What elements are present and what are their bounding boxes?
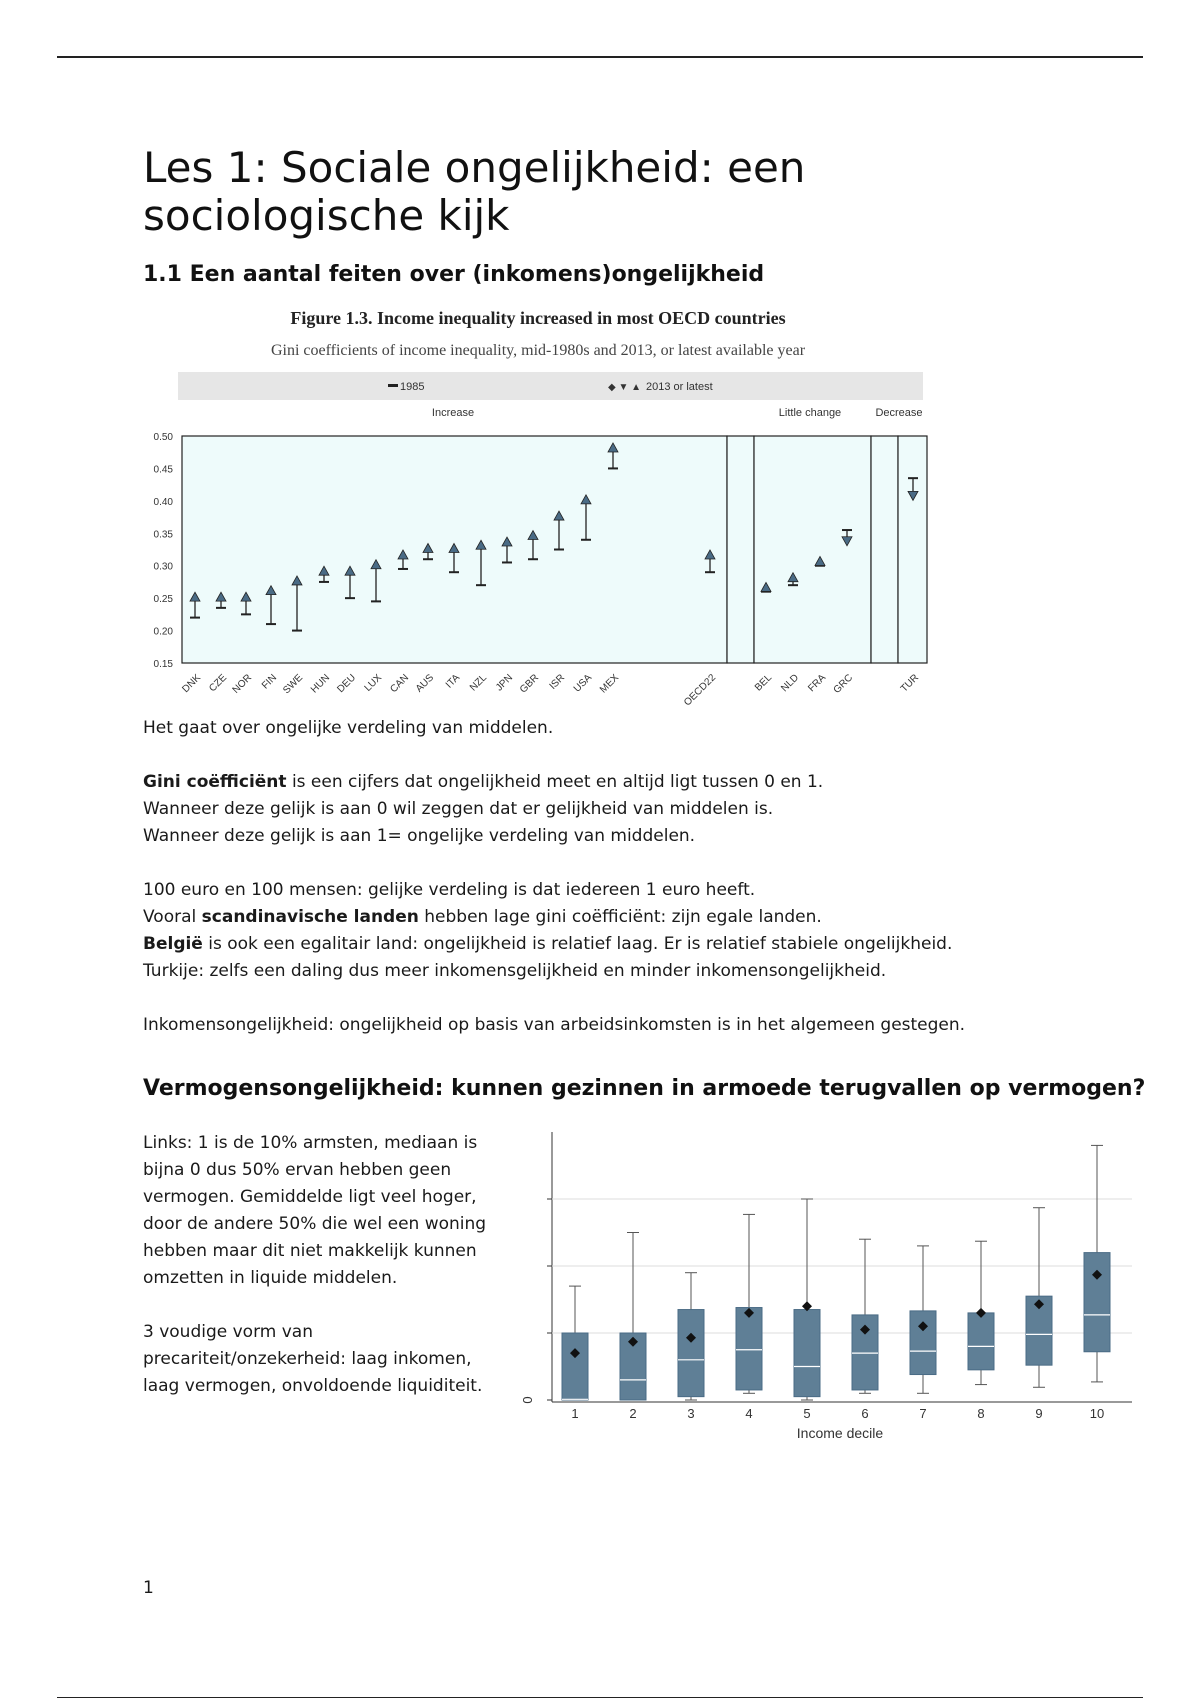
scandi-post: hebben lage gini coëfficiënt: zijn egale landen. <box>418 907 822 927</box>
gini-1985-point <box>476 584 486 586</box>
legend-1985-marker <box>388 384 398 387</box>
gini-ytick: 0.30 <box>153 561 173 573</box>
boxplot-xtick: 2 <box>629 1406 637 1421</box>
gini-xtick: FIN <box>259 672 280 692</box>
figure-subtitle: Gini coefficients of income inequality, mid-1980s and 2013, or latest available year <box>270 342 806 359</box>
gini-xtick: NZL <box>467 672 490 694</box>
gini-1985-point <box>292 630 302 632</box>
panel-little <box>754 436 871 663</box>
boxplot-xtick: 5 <box>803 1406 811 1421</box>
gini-1985-point <box>423 558 433 560</box>
boxplot-xtick: 3 <box>687 1406 695 1421</box>
page-number: 1 <box>143 1578 154 1598</box>
section-heading-1: 1.1 Een aantal feiten over (inkomens)ongelijkheid <box>143 262 765 287</box>
wealth-boxplot <box>520 1122 1140 1442</box>
boxplot-zero-tick: 0 <box>520 1396 535 1404</box>
legend-2013-label: 2013 or latest <box>646 381 713 393</box>
section-heading-2: Vermogensongelijkheid: kunnen gezinnen in armoede terugvallen op vermogen? <box>143 1076 1146 1101</box>
gini-1985-point <box>528 558 538 560</box>
gini-xtick: OECD22 <box>682 672 719 709</box>
gini-xtick: DNK <box>180 672 204 696</box>
boxplot-xtick: 4 <box>745 1406 753 1421</box>
gini-ytick: 0.15 <box>153 659 173 670</box>
text-block-1 <box>143 715 1143 1039</box>
gini-chart <box>143 300 933 715</box>
legend-bar <box>178 372 923 400</box>
gini-ytick: 0.40 <box>153 496 173 508</box>
panel-gap-1 <box>727 436 754 663</box>
gini-ytick: 0.20 <box>153 626 173 638</box>
side-para-1: Links: 1 is de 10% armsten, mediaan is bijna 0 dus 50% ervan hebben geen vermogen. Gemiddelde ligt veel hoger, door de andere 50% die wel een woning hebben maar dit niet makkelijk kunnen omzetten in liquide middelen. <box>143 1133 487 1288</box>
gini-1985-point <box>581 539 591 541</box>
side-text <box>143 1130 503 1400</box>
gini-xtick: GRC <box>831 672 856 696</box>
panel-gap-2 <box>871 436 898 663</box>
gini-term: Gini coëfficiënt <box>143 772 287 792</box>
gini-xtick: CZE <box>207 672 230 695</box>
figure-title: Figure 1.3. Income inequality increased in most OECD countries <box>290 308 786 328</box>
gini-xtick: GBR <box>518 672 542 696</box>
panel-decrease <box>898 436 927 663</box>
gini-1985-point <box>788 584 798 586</box>
para-intro: Het gaat over ongelijke verdeling van middelen. <box>143 718 554 738</box>
gini-1985-point <box>705 571 715 573</box>
panel-label-decrease: Decrease <box>875 407 923 419</box>
gini-xtick: DEU <box>335 672 359 696</box>
gini-1985-point <box>266 623 276 625</box>
boxplot-box <box>968 1313 994 1370</box>
page-title: Les 1: Sociale ongelijkheid: een sociologische kijk <box>143 143 806 240</box>
figure-gini <box>143 300 933 715</box>
boxplot-box <box>1084 1253 1110 1352</box>
gini-1985-point <box>842 529 852 531</box>
gini-xtick: ISR <box>547 672 568 692</box>
boxplot-xtick: 8 <box>977 1406 985 1421</box>
gini-1985-point <box>319 581 329 583</box>
para-gini <box>143 769 1143 796</box>
gini-xtick: BEL <box>752 672 775 694</box>
para-belgium <box>143 931 1143 958</box>
belgium-post: is ook een egalitair land: ongelijkheid is relatief laag. Er is relatief stabiele ongelijkheid. <box>202 934 953 954</box>
gini-xtick: CAN <box>388 672 412 696</box>
gini-xtick: TUR <box>898 672 922 695</box>
gini-ytick: 0.35 <box>153 529 173 541</box>
gini-1985-point <box>449 571 459 573</box>
para-turkey: Turkije: zelfs een daling dus meer inkomensgelijkheid en minder inkomensongelijkheid. <box>143 961 887 981</box>
gini-1985-point <box>398 568 408 570</box>
gini-xtick: MEX <box>598 672 622 696</box>
legend-1985-label: 1985 <box>400 381 425 393</box>
gini-1985-point <box>241 613 251 615</box>
panel-label-little: Little change <box>778 407 842 419</box>
para-income: Inkomensongelijkheid: ongelijkheid op basis van arbeidsinkomsten is in het algemeen gestegen. <box>143 1015 966 1035</box>
para-gini-0: Wanneer deze gelijk is aan 0 wil zeggen dat er gelijkheid van middelen is. <box>143 799 774 819</box>
boxplot-xtick: 10 <box>1089 1406 1105 1421</box>
gini-1985-point <box>502 561 512 563</box>
gini-1985-point <box>908 477 918 479</box>
scandi-term: scandinavische landen <box>201 907 419 927</box>
belgium-term: België <box>143 934 203 954</box>
boxplot-xtick: 1 <box>571 1406 579 1421</box>
legend-2013-symbols: ◆ ▼ ▲ <box>608 382 642 393</box>
gini-xtick: HUN <box>309 672 333 696</box>
top-rule <box>57 56 1143 58</box>
scandi-pre: Vooral <box>143 907 202 927</box>
gini-xtick: LUX <box>362 672 385 694</box>
gini-1985-point <box>216 607 226 609</box>
gini-xtick: FRA <box>806 672 829 695</box>
gini-xtick: AUS <box>413 672 437 695</box>
gini-1985-point <box>371 600 381 602</box>
para-gini-1: Wanneer deze gelijk is aan 1= ongelijke verdeling van middelen. <box>143 826 696 846</box>
gini-xtick: JPN <box>493 672 516 694</box>
gini-ytick: 0.25 <box>153 594 173 606</box>
para-example: 100 euro en 100 mensen: gelijke verdeling is dat iedereen 1 euro heeft. <box>143 880 756 900</box>
gini-xtick: NOR <box>230 672 255 696</box>
gini-ytick: 0.45 <box>153 464 173 476</box>
gini-1985-point <box>608 467 618 469</box>
gini-xtick: USA <box>571 672 595 695</box>
para-scandinavia <box>143 904 1143 931</box>
boxplot-box <box>910 1311 936 1375</box>
gini-1985-point <box>190 617 200 619</box>
boxplot-box <box>736 1308 762 1390</box>
boxplot-xlabel: Income decile <box>796 1425 884 1441</box>
boxplot-xtick: 9 <box>1035 1406 1043 1421</box>
gini-1985-point <box>554 549 564 551</box>
gini-xtick: ITA <box>443 672 463 691</box>
gini-def: is een cijfers dat ongelijkheid meet en altijd ligt tussen 0 en 1. <box>286 772 824 792</box>
gini-xtick: SWE <box>281 672 306 697</box>
boxplot-xtick: 6 <box>861 1406 869 1421</box>
side-para-2: 3 voudige vorm van precariteit/onzekerheid: laag inkomen, laag vermogen, onvoldoende liquiditeit. <box>143 1322 483 1396</box>
boxplot-box <box>794 1310 820 1397</box>
boxplot-xtick: 7 <box>919 1406 927 1421</box>
bottom-rule <box>57 1697 1143 1698</box>
boxplot-box <box>562 1333 588 1400</box>
gini-1985-point <box>345 597 355 599</box>
panel-label-increase: Increase <box>431 407 475 419</box>
gini-xtick: NLD <box>779 672 802 695</box>
gini-ytick: 0.50 <box>153 432 173 443</box>
boxplot-box <box>678 1310 704 1397</box>
